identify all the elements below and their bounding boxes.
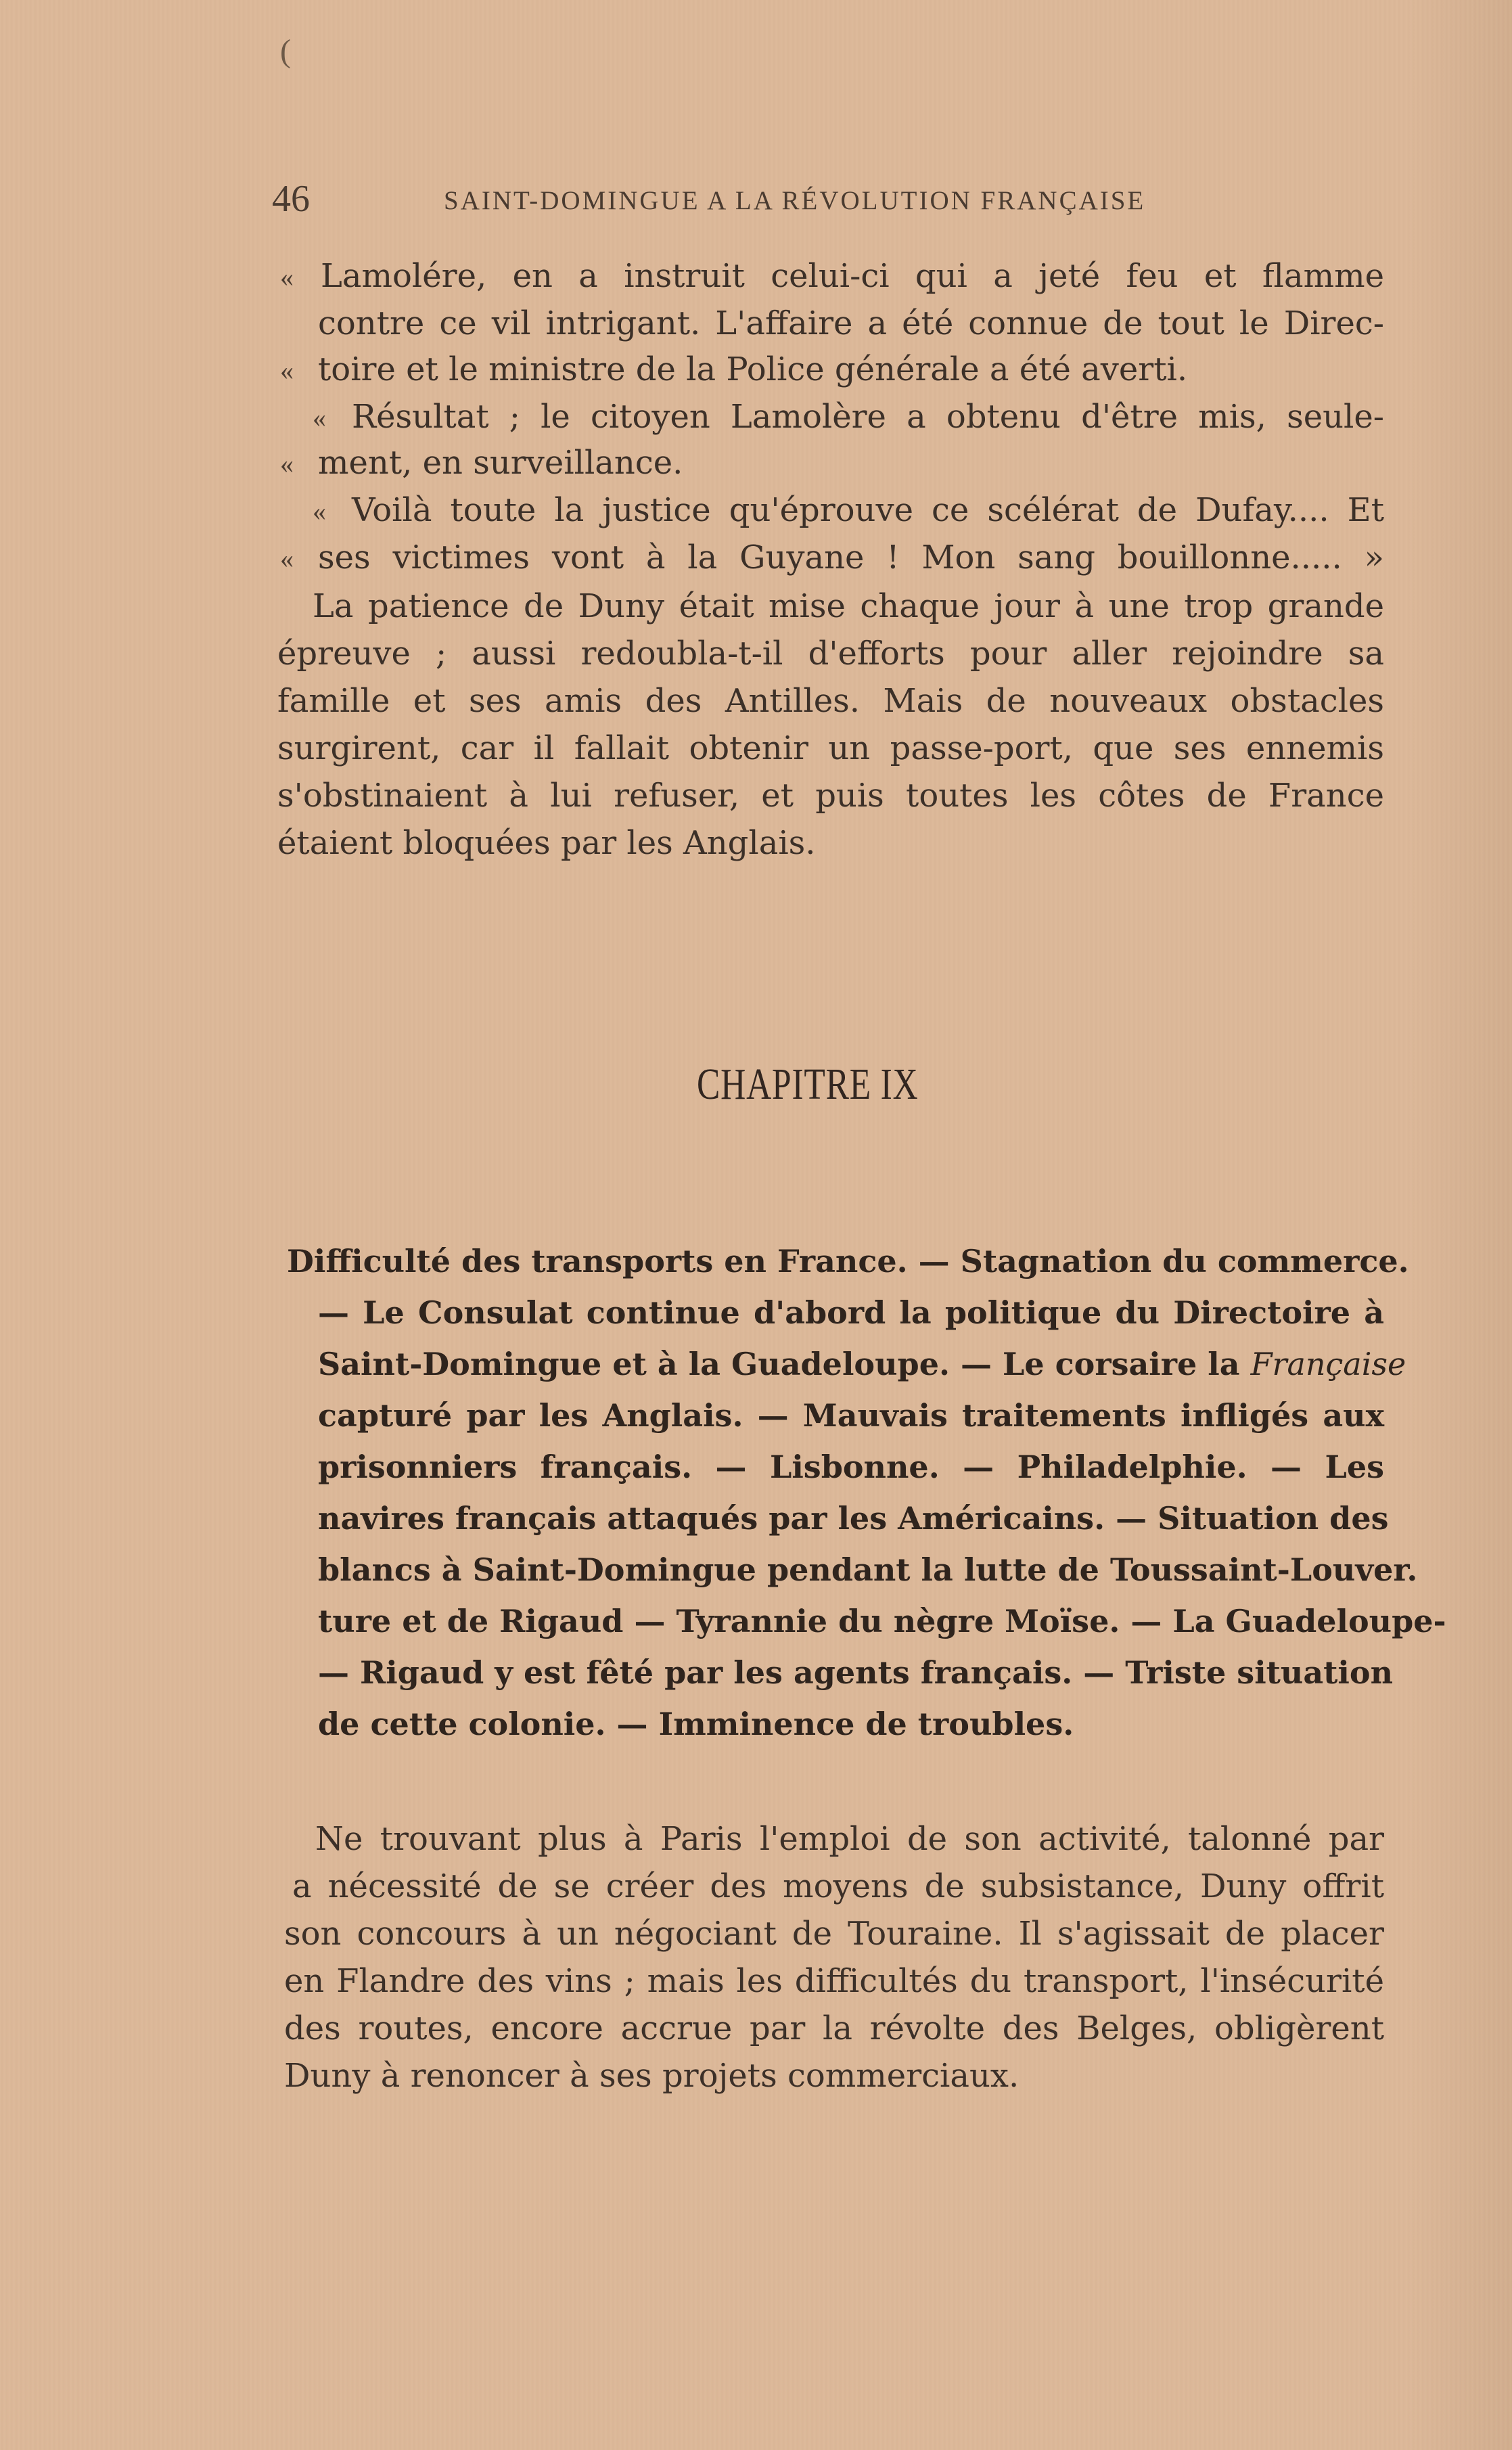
summary-line: de cette colonie. — Imminence de troubles. xyxy=(318,1706,1074,1742)
summary-line xyxy=(318,1344,1406,1384)
quote-marker: « xyxy=(280,262,294,292)
summary-line: prisonniers français. — Lisbonne. — Philadelphie. — Les xyxy=(318,1449,1384,1485)
ship-name: Française xyxy=(1250,1346,1406,1382)
text-line: surgirent, car il fallait obtenir un passe-port, que ses ennemis xyxy=(277,729,1384,767)
stray-mark: ( xyxy=(280,33,291,69)
quote-line: Lamolére, en a instruit celui-ci qui a jeté feu et flamme xyxy=(321,257,1384,295)
text-line: des routes, encore accrue par la révolte des Belges, obligèrent xyxy=(284,2010,1384,2047)
text-line: a nécessité de se créer des moyens de subsistance, Duny offrit xyxy=(292,1867,1384,1905)
summary-text: Saint-Domingue et à la Guadeloupe. — Le corsaire la xyxy=(318,1346,1251,1382)
text-line: Ne trouvant plus à Paris l'emploi de son activité, talonné par xyxy=(315,1820,1384,1858)
summary-line: blancs à Saint-Domingue pendant la lutte de Toussaint-Louver. xyxy=(318,1551,1418,1588)
text-line: étaient bloquées par les Anglais. xyxy=(277,824,816,862)
quote-line: toire et le ministre de la Police générale a été averti. xyxy=(318,350,1188,388)
summary-line: ture et de Rigaud — Tyrannie du nègre Moïse. — La Guadeloupe- xyxy=(318,1603,1446,1639)
running-title: SAINT-DOMINGUE A LA RÉVOLUTION FRANÇAISE xyxy=(444,186,1146,215)
text-line: La patience de Duny était mise chaque jour à une trop grande xyxy=(313,587,1384,625)
text-line: s'obstinaient à lui refuser, et puis toutes les côtes de France xyxy=(277,777,1384,815)
text-line: famille et ses amis des Antilles. Mais de nouveaux obstacles xyxy=(277,682,1384,720)
quote-line: contre ce vil intrigant. L'affaire a été connue de tout le Direc- xyxy=(318,304,1384,342)
summary-line: Difficulté des transports en France. — Stagnation du commerce. xyxy=(287,1243,1409,1279)
summary-line: capturé par les Anglais. — Mauvais traitements infligés aux xyxy=(318,1397,1384,1434)
quote-line: Résultat ; le citoyen Lamolère a obtenu d'être mis, seule- xyxy=(352,398,1384,436)
quote-marker: « xyxy=(280,449,294,479)
text-line: en Flandre des vins ; mais les difficultés du transport, l'insécurité xyxy=(284,1962,1384,2000)
summary-line: — Le Consulat continue d'abord la politique du Directoire à xyxy=(318,1294,1384,1331)
text-line: épreuve ; aussi redoubla-t-il d'efforts pour aller rejoindre sa xyxy=(277,635,1384,673)
quote-marker: « xyxy=(280,355,294,386)
text-line: son concours à un négociant de Touraine. Il s'agissait de placer xyxy=(284,1915,1384,1953)
summary-line: navires français attaqués par les Américains. — Situation des xyxy=(318,1500,1389,1537)
quote-line: ses victimes vont à la Guyane ! Mon sang bouillonne..... » xyxy=(318,539,1384,576)
chapter-title: CHAPITRE IX xyxy=(697,1060,919,1109)
running-head xyxy=(272,177,1233,218)
quote-marker: « xyxy=(280,543,294,574)
page-number: 46 xyxy=(272,178,310,220)
quote-line: Voilà toute la justice qu'éprouve ce scélérat de Dufay.... Et xyxy=(352,491,1384,529)
quote-marker: « xyxy=(313,403,326,433)
summary-line: — Rigaud y est fêté par les agents français. — Triste situation xyxy=(318,1654,1394,1691)
quote-marker: « xyxy=(313,496,326,526)
quote-line: ment, en surveillance. xyxy=(318,444,683,482)
text-line: Duny à renoncer à ses projets commerciaux. xyxy=(284,2057,1020,2095)
